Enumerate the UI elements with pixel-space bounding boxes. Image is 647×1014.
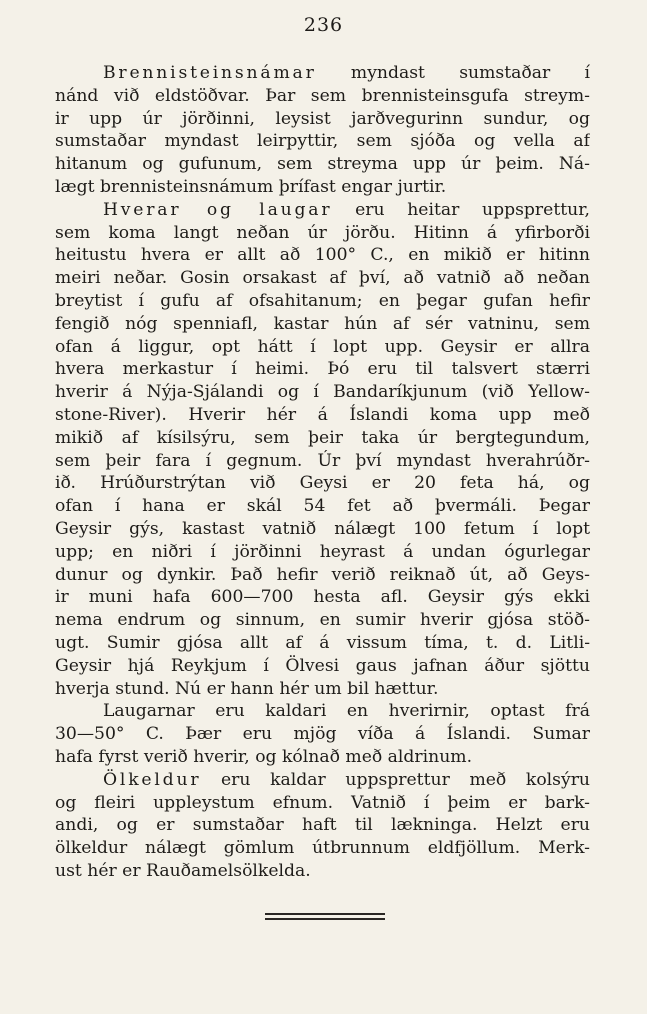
text-line: stone-River). Hverir hér á Íslandi koma upp með — [55, 404, 590, 425]
text-line: 30—50° C. Þær eru mjög víða á Íslandi. Sumar — [55, 724, 590, 745]
text-line: nema endrum og sinnum, en sumir hverir gjósa stöð- — [55, 610, 590, 631]
text-line: og fleiri uppleystum efnum. Vatnið í þeim er bark- — [55, 792, 590, 813]
text-line: andi, og er sumstaðar haft til lækninga. Helzt eru — [55, 815, 590, 836]
text-line: lægt brennisteinsnámum þrífast engar jurtir. — [55, 176, 447, 197]
text-line: sem þeir fara í gegnum. Úr því myndast hverahrúðr- — [55, 450, 590, 471]
text-line: mikið af kísilsýru, sem þeir taka úr bergtegundum, — [55, 427, 590, 448]
text-line: hverir á Nýja-Sjálandi og í Bandaríkjunum (við Yellow- — [55, 382, 590, 403]
body-text — [55, 62, 590, 883]
text-line: nánd við eldstöðvar. Þar sem brennisteinsgufa streym- — [55, 85, 590, 106]
text-line: ölkeldur nálægt gömlum útbrunnum eldfjöllum. Merk- — [55, 838, 590, 859]
spaced-heading: Ölkeldur — [103, 769, 202, 790]
text-line: Ölkeldur eru kaldar uppsprettur með kolsýru — [103, 769, 590, 790]
text-line: Geysir hjá Reykjum í Ölvesi gaus jafnan áður sjöttu — [55, 655, 590, 676]
text-line: fengið nóg spenniafl, kastar hún af sér vatninu, sem — [55, 313, 590, 334]
text-line: hafa fyrst verið hverir, og kólnað með aldrinum. — [55, 746, 473, 767]
paragraph-hverar-og-laugar — [55, 199, 590, 701]
text-line: hvera merkastur í heimi. Þó eru til talsvert stærri — [55, 359, 590, 380]
text-line: sem koma langt neðan úr jörðu. Hitinn á yfirborði — [55, 222, 590, 243]
text-line: sumstaðar myndast leirpyttir, sem sjóða og vella af — [55, 131, 590, 152]
text-line: dunur og dynkir. Það hefir verið reiknað út, að Geys- — [55, 564, 590, 585]
text-line: meiri neðar. Gosin orsakast af því, að vatnið að neðan — [55, 268, 590, 289]
divider-rule — [265, 913, 385, 915]
text-line: ið. Hrúðurstrýtan við Geysi er 20 feta há, og — [55, 473, 590, 494]
divider-rule — [265, 918, 385, 920]
text-line: ofan á liggur, opt hátt í lopt upp. Geysir er allra — [55, 336, 590, 357]
text-line: hverja stund. Nú er hann hér um bil hættur. — [55, 678, 439, 699]
page-number: 236 — [303, 14, 344, 36]
text-line: breytist í gufu af ofsahitanum; en þegar gufan hefir — [55, 290, 590, 311]
text-line: ugt. Sumir gjósa allt af á vissum tíma, t. d. Litli- — [55, 632, 590, 653]
paragraph-brennisteinsnamar — [55, 62, 590, 199]
text-line: Hverar og laugar eru heitar uppsprettur, — [103, 199, 590, 220]
text-line: Laugarnar eru kaldari en hverirnir, optast frá — [103, 701, 590, 722]
text-line: ust hér er Rauðamelsölkelda. — [55, 860, 311, 881]
text-line: hitanum og gufunum, sem streyma upp úr þeim. Ná- — [55, 154, 590, 175]
text-line: ir muni hafa 600—700 hesta afl. Geysir gýs ekki — [55, 587, 590, 608]
text-line: Brennisteinsnámar myndast sumstaðar í — [103, 63, 590, 83]
text-line: ir upp úr jörðinni, leysist jarðvegurinn sundur, og — [55, 108, 590, 129]
spaced-heading: Brennisteinsnámar — [103, 63, 317, 83]
paragraph-laugarnar — [55, 700, 590, 768]
text-line: heitustu hvera er allt að 100° C., en mikið er hitinn — [55, 245, 590, 266]
text-line: ofan í hana er skál 54 fet að þvermáli. Þegar — [55, 496, 590, 517]
spaced-heading: Hverar og laugar — [103, 199, 333, 220]
text-line: Geysir gýs, kastast vatnið nálægt 100 fetum í lopt — [55, 518, 590, 539]
text-line: upp; en niðri í jörðinni heyrast á undan ógurlegar — [55, 541, 590, 562]
paragraph-olkeldur — [55, 769, 590, 883]
